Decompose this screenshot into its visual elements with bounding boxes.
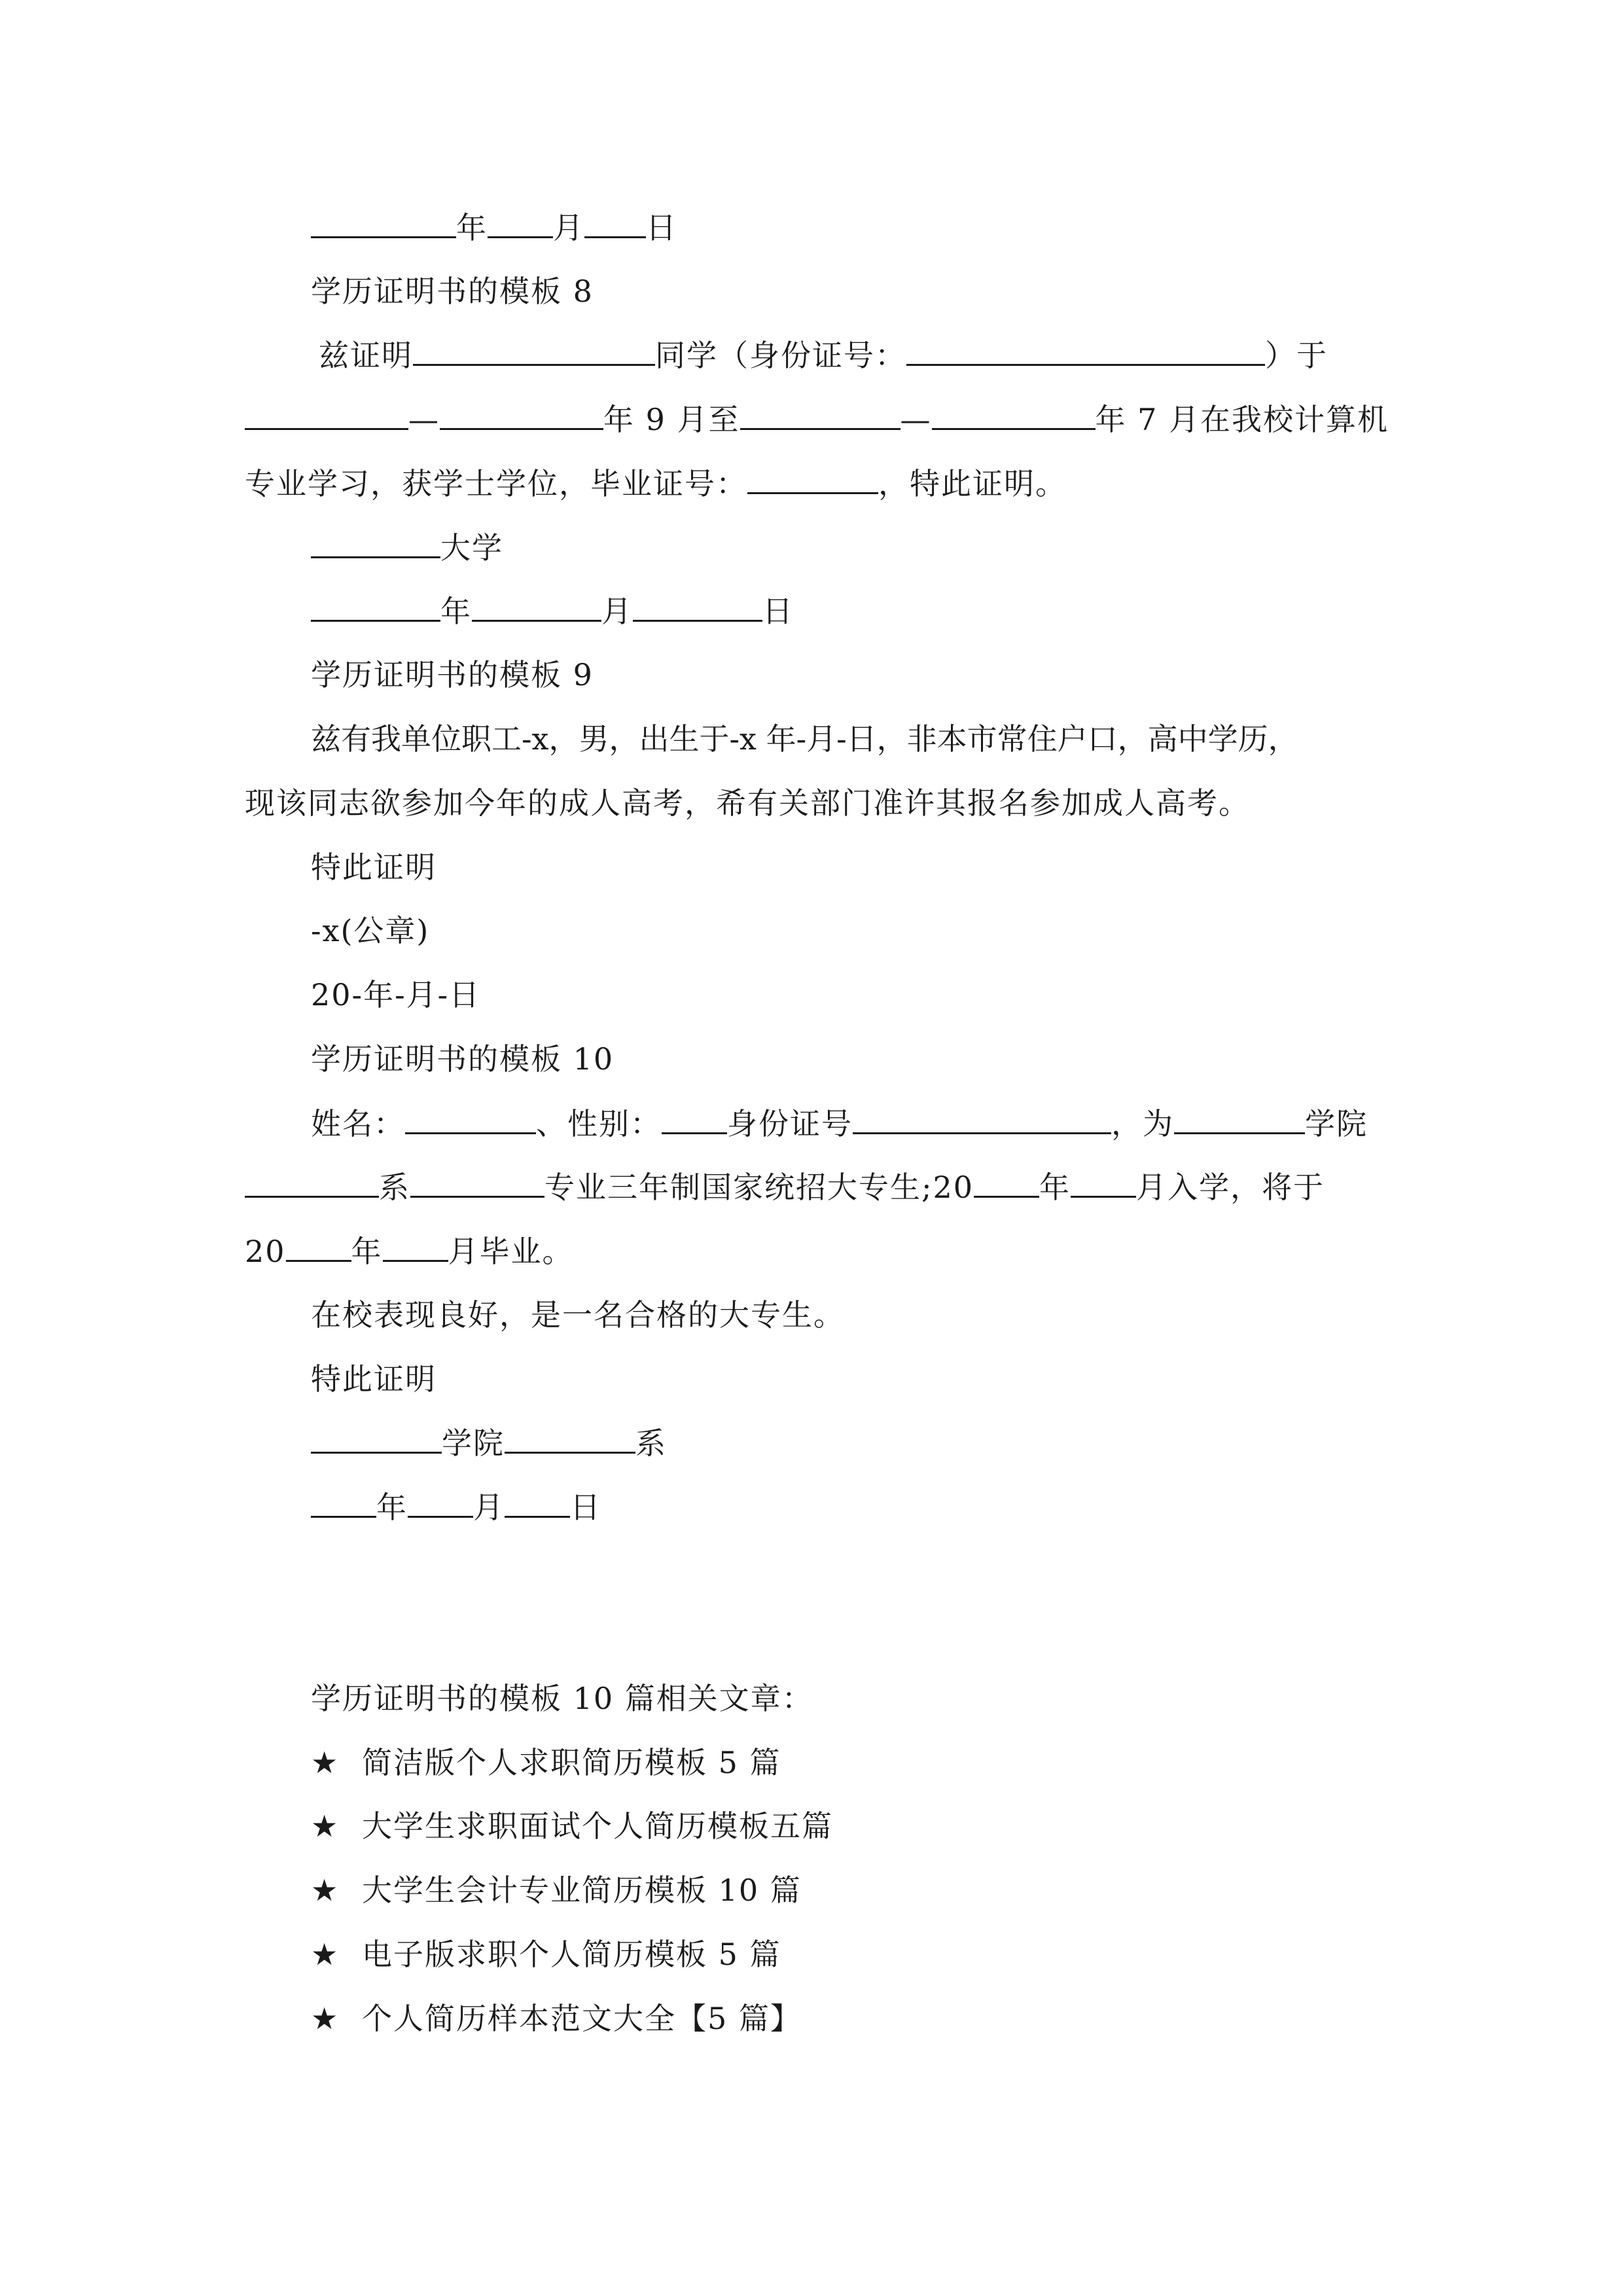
text: 同学（身份证号：	[655, 338, 906, 373]
blank-line	[1071, 1167, 1136, 1198]
text: 20	[245, 1234, 286, 1269]
text: ）于	[1265, 338, 1328, 373]
blank-line	[747, 463, 878, 494]
blank-line	[245, 399, 408, 430]
blank-line	[311, 528, 440, 558]
text: 姓名：	[311, 1106, 405, 1141]
text: 系	[379, 1170, 410, 1205]
tmpl8-title: 学历证明书的模板 8	[311, 274, 594, 309]
text: 专业三年制国家统招大专生;20	[544, 1170, 974, 1205]
blank-line	[488, 207, 553, 238]
blank-line	[383, 1231, 448, 1262]
text: —	[408, 402, 440, 437]
tmpl9-para1: 兹有我单位职工-x，男，出生于-x 年-月-日，非本市常住户口，高中学历，	[311, 721, 1298, 757]
blank-line	[505, 1423, 635, 1454]
text: 兹证明	[319, 338, 413, 373]
tmpl9-cert: 特此证明	[311, 850, 437, 885]
blank-line	[286, 1231, 351, 1262]
star-icon: ★	[311, 1808, 340, 1844]
related-link[interactable]	[311, 1999, 802, 2038]
text: 月毕业。	[448, 1234, 574, 1269]
blank-line	[413, 335, 655, 366]
date-day-label: 日	[646, 210, 677, 245]
related-link-label: 大学生会计专业简历模板 10 篇	[362, 1873, 802, 1908]
date-year-label: 年	[456, 210, 488, 245]
blank-line	[853, 1103, 1111, 1134]
blank-line	[974, 1167, 1039, 1198]
blank-line	[932, 399, 1096, 430]
text: 年 9 月至	[603, 402, 740, 437]
tmpl10-title: 学历证明书的模板 10	[311, 1041, 615, 1077]
related-link[interactable]	[311, 1871, 802, 1910]
text: 年	[376, 1490, 408, 1525]
text: 大学	[440, 530, 503, 565]
blank-line	[408, 1487, 473, 1518]
text: 年	[351, 1234, 383, 1269]
tmpl10-line2	[245, 1167, 1325, 1207]
text: 月	[601, 594, 633, 629]
related-link-label: 大学生求职面试个人简历模板五篇	[362, 1808, 833, 1844]
text: 年	[440, 594, 472, 629]
star-icon: ★	[311, 1937, 340, 1972]
text: 月	[473, 1490, 505, 1525]
blank-line	[584, 207, 646, 238]
blank-line	[633, 591, 762, 622]
text: —	[900, 402, 932, 437]
tmpl9-title: 学历证明书的模板 9	[311, 657, 594, 692]
text: ，为	[1111, 1106, 1174, 1141]
blank-line	[311, 1487, 376, 1518]
text: 学院	[1305, 1106, 1368, 1141]
text: 学院	[442, 1426, 505, 1461]
related-link-label: 电子版求职个人简历模板 5 篇	[362, 1937, 781, 1972]
related-link[interactable]	[311, 1806, 833, 1846]
star-icon: ★	[311, 1873, 340, 1908]
blank-line	[662, 1103, 727, 1134]
blank-line	[740, 399, 901, 430]
text: 年	[1039, 1170, 1071, 1205]
blank-line	[1174, 1103, 1305, 1134]
text: 日	[762, 594, 794, 629]
text: ，特此证明。	[878, 466, 1067, 501]
date-month-label: 月	[553, 210, 584, 245]
star-icon: ★	[311, 2001, 340, 2036]
blank-line	[311, 591, 440, 622]
tmpl9-seal: -x(公章)	[311, 913, 430, 948]
blank-line	[245, 1167, 379, 1198]
blank-line	[410, 1167, 544, 1198]
text: 专业学习，获学士学位，毕业证号：	[245, 466, 747, 501]
text: 身份证号	[727, 1106, 853, 1141]
text: 日	[570, 1490, 601, 1525]
blank-line	[311, 207, 456, 238]
prev-date-line	[311, 207, 677, 247]
tmpl8-date	[311, 591, 794, 631]
tmpl10-signature	[311, 1423, 667, 1463]
tmpl8-university	[311, 528, 503, 567]
blank-line	[505, 1487, 570, 1518]
blank-line	[472, 591, 601, 622]
blank-line	[440, 399, 603, 430]
blank-line	[405, 1103, 536, 1134]
star-icon: ★	[311, 1745, 340, 1780]
related-heading: 学历证明书的模板 10 篇相关文章：	[311, 1681, 813, 1716]
tmpl8-line1	[319, 335, 1328, 375]
related-link-label: 个人简历样本范文大全【5 篇】	[362, 2001, 802, 2036]
tmpl9-para2: 现该同志欲参加今年的成人高考，希有关部门准许其报名参加成人高考。	[245, 785, 1250, 821]
text: 月入学，将于	[1136, 1170, 1325, 1205]
tmpl10-line3	[245, 1231, 574, 1271]
text: 年 7 月在我校计算机	[1095, 402, 1389, 437]
tmpl10-para2: 在校表现良好，是一名合格的大专生。	[311, 1297, 845, 1333]
blank-line	[311, 1423, 442, 1454]
related-link[interactable]	[311, 1743, 781, 1782]
text: 、性别：	[536, 1106, 662, 1141]
tmpl10-date	[311, 1487, 601, 1527]
tmpl10-cert: 特此证明	[311, 1361, 437, 1397]
text: 系	[635, 1426, 667, 1461]
tmpl9-date: 20-年-月-日	[311, 977, 481, 1013]
tmpl8-line2	[245, 399, 1389, 439]
tmpl8-line3	[245, 463, 1067, 503]
related-link[interactable]	[311, 1935, 781, 1974]
blank-line	[906, 335, 1265, 366]
related-link-label: 简洁版个人求职简历模板 5 篇	[362, 1745, 781, 1780]
tmpl10-line1	[311, 1103, 1368, 1143]
